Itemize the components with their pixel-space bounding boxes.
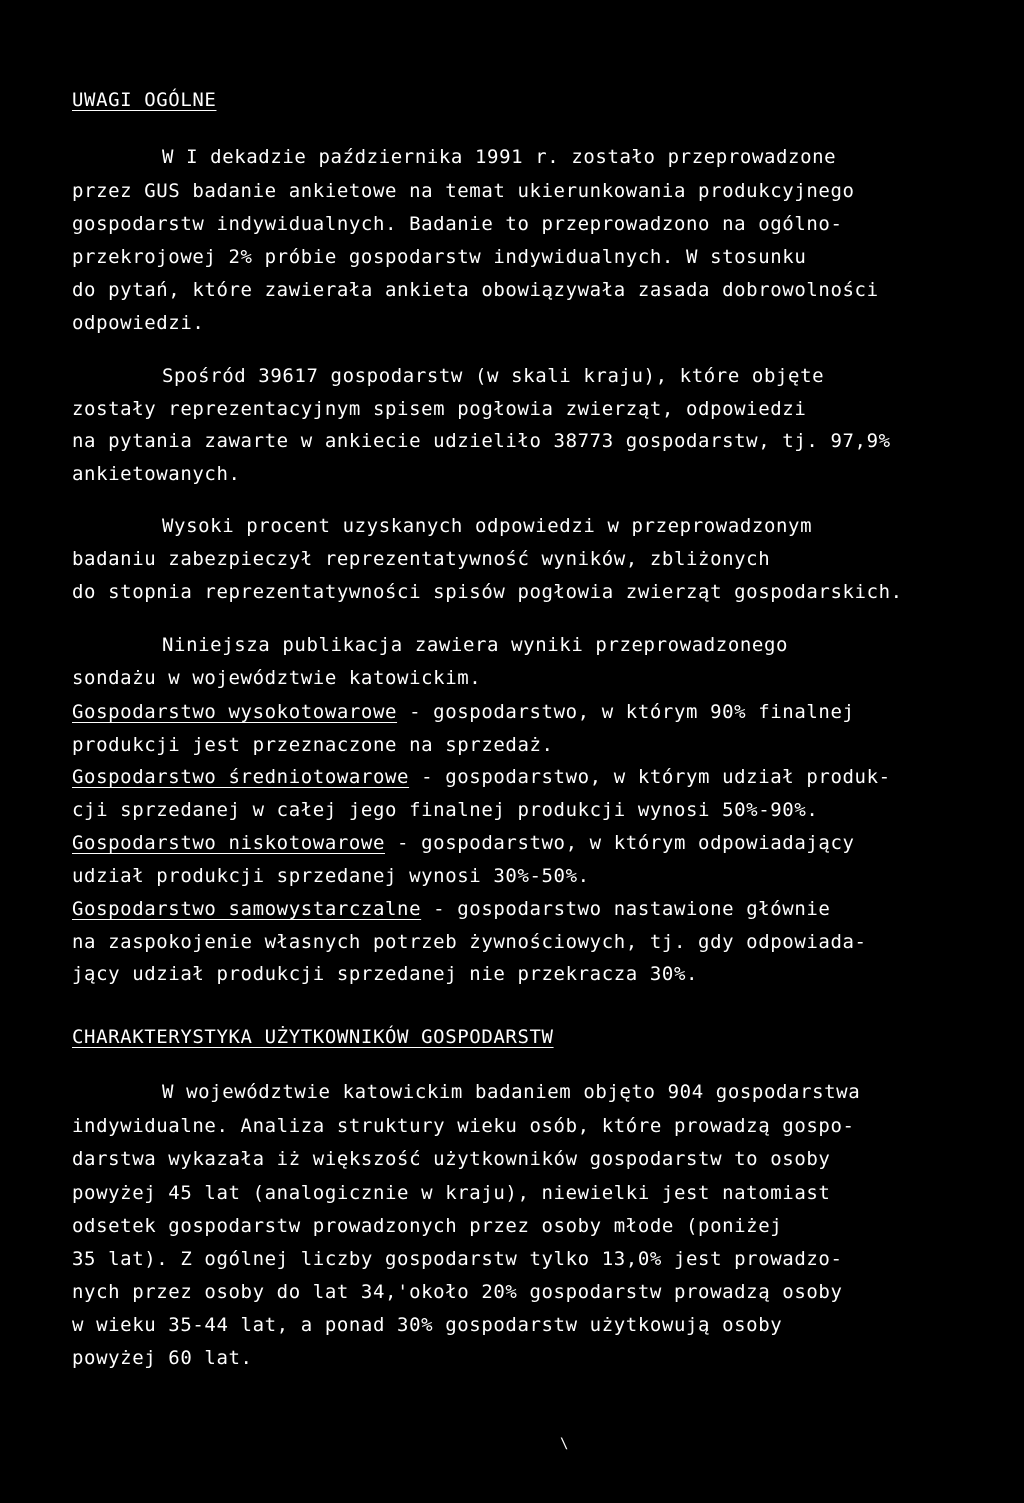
text-line: sondażu w województwie katowickim. (72, 667, 482, 689)
definition-self-sufficient (72, 898, 830, 920)
definition-term: Gospodarstwo samowystarczalne (72, 898, 422, 920)
text-line: w wieku 35-44 lat, a ponad 30% gospodarstw użytkowują osoby (72, 1314, 783, 1336)
text-line: do pytań, które zawierała ankieta obowiązywała zasada dobrowolności (72, 279, 879, 301)
text-line: darstwa wykazała iż większość użytkowników gospodarstw to osoby (72, 1148, 831, 1170)
definition-text: - gospodarstwo, w którym udział produk- (409, 766, 891, 788)
text-line: zostały reprezentacyjnym spisem pogłowia zwierząt, odpowiedzi (72, 398, 807, 420)
text-line: indywidualne. Analiza struktury wieku osób, które prowadzą gospo- (72, 1115, 855, 1137)
definition-text: - gospodarstwo, w którym odpowiadający (385, 832, 855, 854)
text-line: cji sprzedanej w całej jego finalnej produkcji wynosi 50%-90%. (72, 799, 819, 821)
text-line: na zaspokojenie własnych potrzeb żywnościowych, tj. gdy odpowiada- (72, 931, 867, 953)
section-heading-general-remarks: UWAGI OGÓLNE (72, 89, 217, 111)
text-line: Wysoki procent uzyskanych odpowiedzi w przeprowadzonym (162, 515, 813, 537)
definition-term: Gospodarstwo średniotowarowe (72, 766, 410, 788)
definition-term: Gospodarstwo niskotowarowe (72, 832, 386, 854)
text-line: Spośród 39617 gospodarstw (w skali kraju), które objęte (162, 365, 825, 387)
text-line: odsetek gospodarstw prowadzonych przez osoby młode (poniżej (72, 1215, 783, 1237)
text-line: 35 lat). Z ogólnej liczby gospodarstw tylko 13,0% jest prowadzo- (72, 1248, 843, 1270)
definition-medium-commodity (72, 766, 891, 788)
section-heading-users-characteristics: CHARAKTERYSTYKA UŻYTKOWNIKÓW GOSPODARSTW (72, 1026, 554, 1048)
text-line: do stopnia reprezentatywności spisów pogłowia zwierząt gospodarskich. (72, 581, 903, 603)
definition-high-commodity (72, 701, 855, 723)
text-line: nych przez osoby do lat 34,'około 20% gospodarstw prowadzą osoby (72, 1281, 843, 1303)
text-line: przekrojowej 2% próbie gospodarstw indywidualnych. W stosunku (72, 246, 807, 268)
text-line: powyżej 60 lat. (72, 1347, 253, 1369)
text-line: odpowiedzi. (72, 312, 205, 334)
text-line: ankietowanych. (72, 463, 241, 485)
text-line: Niniejsza publikacja zawiera wyniki przeprowadzonego (162, 634, 789, 656)
text-line: badaniu zabezpieczył reprezentatywność wyników, zbliżonych (72, 548, 771, 570)
definition-text: - gospodarstwo, w którym 90% finalnej (397, 701, 855, 723)
text-line: jący udział produkcji sprzedanej nie przekracza 30%. (72, 963, 699, 985)
text-line: przez GUS badanie ankietowe na temat ukierunkowania produkcyjnego (72, 180, 855, 202)
text-line: W województwie katowickim badaniem objęto 904 gospodarstwa (162, 1081, 861, 1103)
text-line: udział produkcji sprzedanej wynosi 30%-50%. (72, 865, 590, 887)
definition-term: Gospodarstwo wysokotowarowe (72, 701, 398, 723)
definition-low-commodity (72, 832, 855, 854)
text-line: powyżej 45 lat (analogicznie w kraju), niewielki jest natomiast (72, 1182, 831, 1204)
text-line: produkcji jest przeznaczone na sprzedaż. (72, 734, 554, 756)
page-mark: \ (560, 1436, 570, 1452)
text-line: W I dekadzie października 1991 r. zostało przeprowadzone (162, 146, 837, 168)
definition-text: - gospodarstwo nastawione głównie (421, 898, 831, 920)
text-line: na pytania zawarte w ankiecie udzieliło 38773 gospodarstw, tj. 97,9% (72, 430, 891, 452)
text-line: gospodarstw indywidualnych. Badanie to przeprowadzono na ogólno- (72, 213, 843, 235)
